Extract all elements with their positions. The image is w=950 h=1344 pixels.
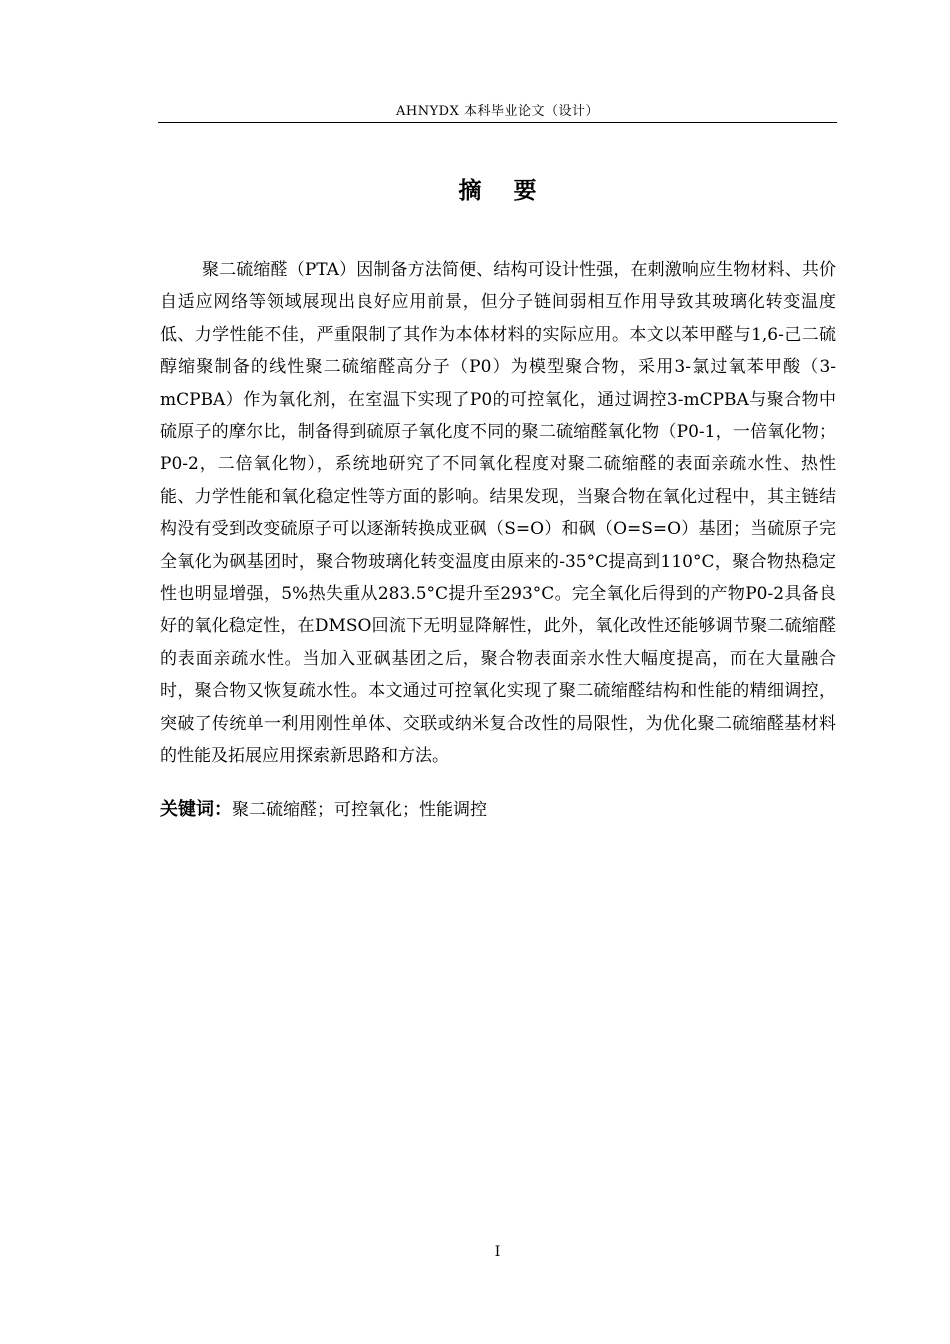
abstract-title: 摘 要 (458, 178, 549, 204)
abstract-body: 聚二硫缩醛（PTA）因制备方法简便、结构可设计性强，在刺激响应生物材料、共价自适应网络等领域展现出良好应用前景，但分子链间弱相互作用导致其玻璃化转变温度低、力学性能不佳，严重限制了其作为本体材料的实际应用。本文以苯甲醛与1,6-己二硫醇缩聚制备的线性聚二硫缩醛高分子（P0）为模型聚合物，采用3-氯过氧苯甲酸（3-mCPBA）作为氧化剂，在室温下实现了P0的可控氧化，通过调控3-mCPBA与聚合物中硫原子的摩尔比，制备得到硫原子氧化度不同的聚二硫缩醛氧化物（P0-1，一倍氧化物；P0-2，二倍氧化物），系统地研究了不同氧化程度对聚二硫缩醛的表面亲疏水性、热性能、力学性能和氧化稳定性等方面的影响。结果发现，当聚合物在氧化过程中，其主链结构没有受到改变硫原子可以逐渐转换成亚砜（S=O）和砜（O=S=O）基团；当硫原子完全氧化为砜基团时，聚合物玻璃化转变温度由原来的-35°C提高到110°C，聚合物热稳定性也明显增强，5%热失重从283.5°C提升至293°C。完全氧化后得到的产物P0-2具备良好的氧化稳定性，在DMSO回流下无明显降解性，此外，氧化改性还能够调节聚二硫缩醛的表面亲疏水性。当加入亚砜基团之后，聚合物表面亲水性大幅度提高，而在大量融合时，聚合物又恢复疏水性。本文通过可控氧化实现了聚二硫缩醛结构和性能的精细调控，突破了传统单一利用刚性单体、交联或纳米复合改性的局限性，为优化聚二硫缩醛基材料的性能及拓展应用探索新思路和方法。 (160, 260, 836, 767)
keywords-value: 聚二硫缩醛；可控氧化；性能调控 (232, 800, 487, 820)
keywords-label: 关键词： (160, 799, 232, 820)
keywords-line (160, 794, 836, 826)
running-header-title: AHNYDX 本科毕业论文（设计） (396, 104, 599, 119)
header-divider (158, 122, 837, 123)
page-number: I (494, 1244, 501, 1260)
